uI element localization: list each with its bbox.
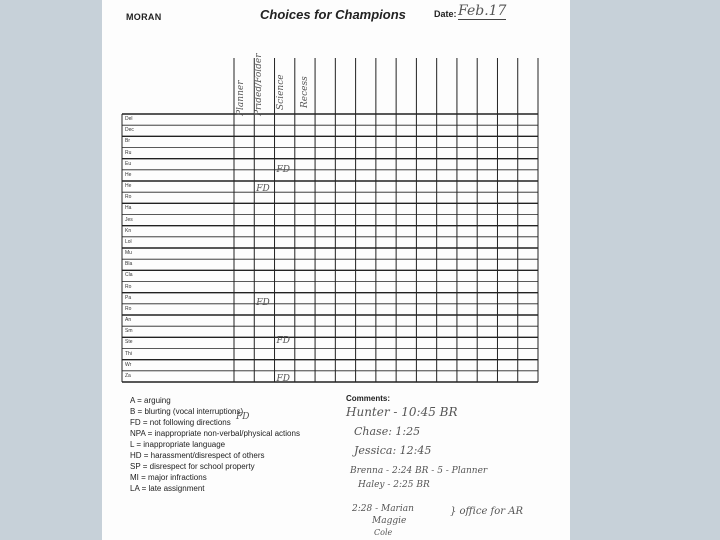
student-row-name: Bla <box>125 261 133 268</box>
legend-item: FD = not following directions <box>130 418 231 427</box>
student-row-name: Sm <box>125 328 133 335</box>
legend-item: HD = harassment/disrespect of others <box>130 451 265 460</box>
comment-line: Jessica: 12:45 <box>354 444 432 457</box>
behavior-sheet <box>102 0 570 540</box>
date-label: Date: <box>434 9 457 19</box>
behavior-mark: FD <box>276 164 290 175</box>
behavior-mark: FD <box>256 183 270 194</box>
page-title: Choices for Champions <box>260 7 406 22</box>
column-label-folder: Prided/Folder <box>254 53 264 116</box>
behavior-mark: FD <box>276 335 290 346</box>
student-row-name: Ste <box>125 339 133 346</box>
student-row-name: Ro <box>125 194 132 201</box>
legend-item: LA = late assignment <box>130 484 205 493</box>
behavior-legend <box>130 395 300 494</box>
column-label-planner: Planner <box>236 80 246 116</box>
student-row-name: Ro <box>125 283 132 290</box>
legend-item: MI = major infractions <box>130 473 207 482</box>
student-row-name: Pa <box>125 294 132 301</box>
behavior-mark: FD <box>276 373 290 384</box>
student-row-name: Za <box>125 372 131 379</box>
comment-line: Maggie <box>372 516 407 526</box>
legend-item: B = blurting (vocal interruptions) <box>130 407 244 416</box>
student-row-name: Thi <box>125 350 132 357</box>
legend-item: NPA = inappropriate non-verbal/physical actions <box>130 429 300 438</box>
legend-item: A = arguing <box>130 396 171 405</box>
teacher-name: MORAN <box>126 12 162 22</box>
comment-line: Chase: 1:25 <box>354 425 421 438</box>
student-row-name: He <box>125 183 132 189</box>
student-row-name: Eu <box>125 160 132 167</box>
behavior-mark: FD <box>256 297 270 308</box>
date-value: Feb.17 <box>458 3 507 19</box>
student-row-name: He <box>125 171 132 178</box>
student-row-name: Ro <box>125 305 132 312</box>
comments-label: Comments: <box>346 394 391 403</box>
student-row-name: Jes <box>125 216 133 223</box>
comment-line: Haley - 2:25 BR <box>358 480 430 490</box>
student-row-name: Br <box>125 138 130 145</box>
student-row-name: Mu <box>125 250 132 256</box>
legend-item: L = inappropriate language <box>130 440 226 449</box>
comment-line: Brenna - 2:24 BR - 5 - Planner <box>350 466 488 476</box>
legend-item: SP = disrespect for school property <box>130 462 255 471</box>
column-label-science: Science <box>276 74 286 110</box>
comment-line: Cole <box>374 528 393 537</box>
comment-line: Hunter - 10:45 BR <box>346 405 458 419</box>
student-row-name: Ru <box>125 149 132 156</box>
student-row-name: Wr <box>125 361 132 368</box>
student-row-name: Cla <box>125 272 133 279</box>
student-row-name: An <box>125 317 132 323</box>
student-row-name: Dec <box>125 127 134 134</box>
behavior-mark: FD <box>236 411 250 422</box>
column-label-recess: Recess <box>300 76 310 108</box>
student-row-name: Kn <box>125 227 132 234</box>
comment-line: } office for AR <box>450 506 523 517</box>
student-row-name: Del <box>125 116 133 122</box>
student-row-name: Ha <box>125 205 132 212</box>
student-row-name: Lol <box>125 238 132 245</box>
comment-line: 2:28 - Marian <box>352 504 414 514</box>
